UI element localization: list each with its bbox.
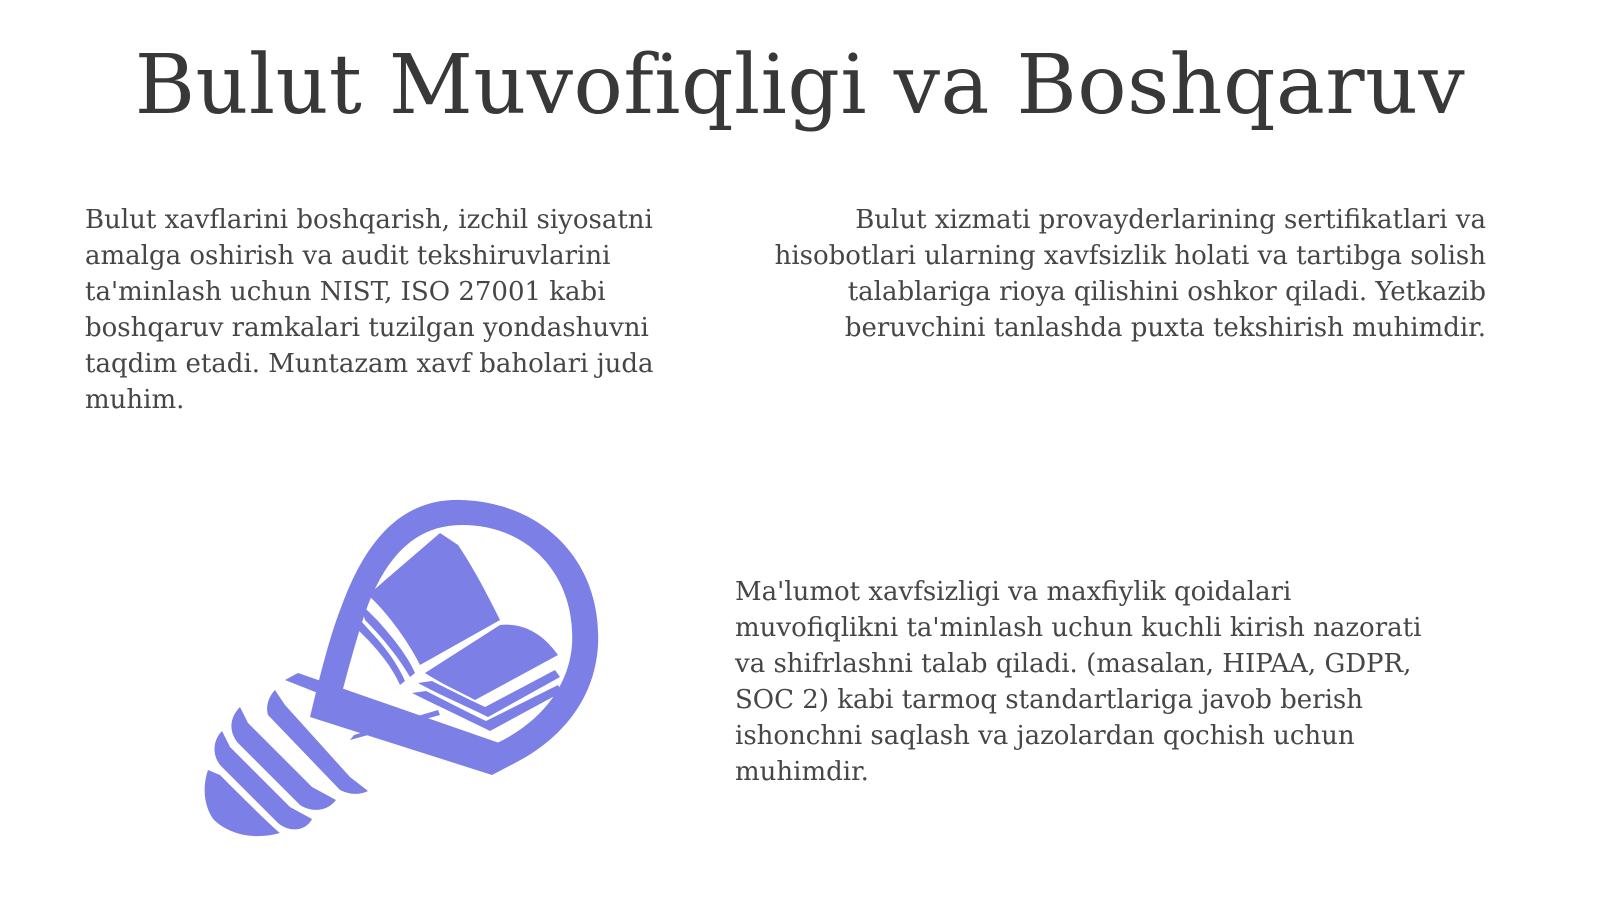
slide-title: Bulut Muvofiqligi va Boshqaruv [134, 38, 1466, 133]
lightbulb-with-book-icon [200, 495, 630, 855]
paragraph-provider-certifications: Bulut xizmati provayderlarining sertifikatlari va hisobotlari ularning xavfsizlik holati va tartibga solish talablariga rioya qilishini oshkor qiladi. Yetkazib beruvchini tanlashda puxta tekshirish muhimdir. [774, 205, 1486, 343]
paragraph-governance-frameworks: Bulut xavflarini boshqarish, izchil siyosatni amalga oshirish va audit tekshiruvlarini ta'minlash uchun NIST, ISO 27001 kabi boshqaruv ramkalari tuzilgan yondashuvni taqdim etadi. Muntazam xavf baholari juda muhim. [85, 205, 654, 415]
paragraph-data-privacy: Ma'lumot xavfsizligi va maxfiylik qoidalari muvofiqlikni ta'minlash uchun kuchli kirish nazorati va shifrlashni talab qiladi. (masalan, HIPAA, GDPR, SOC 2) kabi tarmoq standartlariga javob berish ishonchni saqlash va jazolardan qochish uchun muhimdir. [735, 577, 1422, 787]
